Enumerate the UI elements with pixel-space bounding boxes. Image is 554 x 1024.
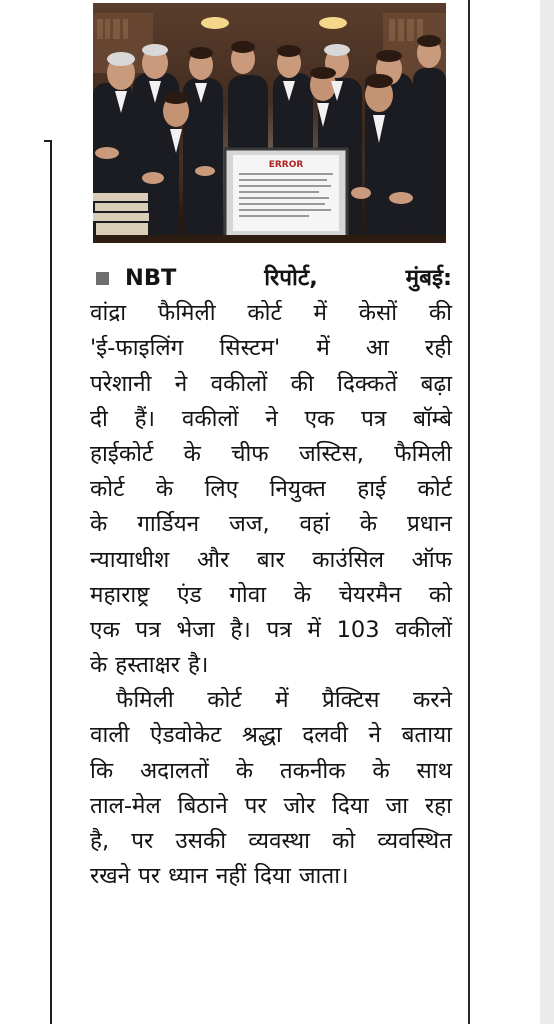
article-word: पत्र (135, 616, 161, 643)
article-word: और (196, 546, 230, 573)
article-word: श्रद्धा (242, 722, 282, 749)
article-word: दिया (254, 863, 291, 890)
article-word: हाई (357, 476, 387, 503)
article-word: कोर्ट (90, 476, 125, 503)
article-word: दी (90, 405, 108, 432)
article-word: साथ (416, 757, 452, 784)
article-word: फैमिली (394, 440, 452, 467)
article-word: व्यवस्थित (377, 828, 452, 854)
article-word: के (359, 511, 378, 538)
article-word: ऐडवोकेट (150, 722, 222, 749)
article-word: को (332, 828, 356, 854)
article-word: 'ई-फाइलिंग (90, 335, 184, 362)
article-word: हस्ताक्षर (115, 652, 180, 679)
margin-mark (50, 140, 52, 1024)
article-line (90, 296, 452, 331)
article-line (90, 367, 452, 402)
article-word: भेजा (176, 616, 215, 643)
article-word: तकनीक (279, 757, 346, 784)
article-line (90, 472, 452, 507)
article-word: पत्र (361, 405, 387, 432)
article-word: आ (365, 335, 389, 362)
article-word: प्रधान (407, 511, 452, 538)
article-word: केसों (358, 300, 398, 327)
article-word: नियुक्त (269, 476, 326, 503)
article-line (90, 859, 452, 894)
article-word: पर (244, 792, 267, 819)
article-word: कोर्ट (247, 300, 282, 327)
article-word: जज, (229, 511, 270, 538)
article-word: की (428, 300, 452, 327)
article-word: पत्र (266, 616, 292, 643)
article-word: बताया (401, 722, 452, 749)
article-word: वकीलों (395, 616, 452, 643)
article-word: गार्डियन (137, 511, 200, 538)
article-line (90, 718, 452, 753)
article-word: काउंसिल (312, 546, 384, 573)
article-word: में (307, 616, 321, 643)
article-word: परेशानी (90, 370, 152, 397)
article-word: वाली (90, 722, 130, 749)
article-dateline (90, 261, 452, 296)
article-word: एक (90, 616, 120, 643)
error-screen-label: ERROR (268, 160, 304, 170)
article-word: रहा (424, 792, 452, 819)
dateline-city: मुंबई: (405, 265, 452, 291)
article-word: के (372, 757, 390, 784)
article-body (90, 261, 452, 894)
article-word: ताल-मेल (90, 792, 161, 819)
article-word: चीफ (231, 440, 269, 467)
article-word: है, (90, 828, 110, 854)
article-word: के (90, 652, 108, 679)
article-word: है। (230, 616, 251, 643)
article-word: में (313, 300, 328, 327)
article-word: एंड (177, 581, 202, 608)
article-word: बॉम्बे (413, 405, 452, 432)
article-word: दिक्कतें (337, 370, 398, 397)
article-word: वहां (299, 511, 330, 538)
article-word: वकीलों (181, 405, 239, 432)
article-word: फैमिली (116, 687, 174, 714)
column-divider (468, 0, 470, 1024)
article-word: लिए (204, 476, 239, 503)
article-word: चेयरमैन (338, 581, 402, 608)
article-word: उसकी (175, 828, 227, 854)
article-word: अदालतों (139, 757, 209, 784)
article-word: की (290, 370, 314, 397)
article-word: वांद्रा (90, 300, 127, 327)
dateline-source: NBT (125, 265, 177, 291)
article-word: बढ़ा (420, 370, 452, 397)
article-word: में (275, 687, 289, 714)
article-word: ने (174, 370, 188, 397)
bullet-square-icon (96, 272, 109, 285)
article-line (90, 754, 452, 789)
article-line (90, 824, 452, 859)
article-line (90, 578, 452, 613)
article-word: रही (425, 335, 452, 362)
article-word: नहीं (215, 863, 247, 890)
article-word: 103 (336, 616, 380, 643)
article-line (90, 507, 452, 542)
article-line (90, 683, 452, 718)
article-word: न्यायाधीश (90, 546, 170, 573)
article-word: बिठाने (177, 792, 228, 819)
article-word: ने (265, 405, 278, 432)
article-line (90, 789, 452, 824)
article-word: जोर (283, 792, 316, 819)
article-word: कोर्ट (207, 687, 242, 714)
article-word: दिया (332, 792, 369, 819)
article-line (90, 648, 452, 683)
article-line (90, 613, 452, 648)
page-edge-strip (540, 0, 554, 1024)
article-line (90, 437, 452, 472)
article-word: कोर्ट (417, 476, 452, 503)
article-word: ऑफ (411, 546, 452, 573)
article-word: के (90, 511, 108, 538)
article-word: वकीलों (210, 370, 268, 397)
article-word: कि (90, 757, 114, 784)
article-word: के (235, 757, 253, 784)
article-line (90, 402, 452, 437)
article-word: दलवी (302, 722, 348, 749)
article-word: एक (304, 405, 335, 432)
article-word: महाराष्ट्र (90, 581, 150, 608)
article-word: के (183, 440, 201, 467)
article-word: ध्यान (168, 863, 208, 890)
article-word: में (316, 335, 330, 362)
article-word: ने (368, 722, 381, 749)
article-word: के (293, 581, 312, 608)
article-word: करने (412, 687, 452, 714)
article-word: गोवा (229, 581, 267, 608)
article-word: फैमिली (157, 300, 216, 327)
article-word: प्रैक्टिस (322, 687, 380, 714)
article-word: जस्टिस, (298, 440, 364, 467)
article-line (90, 331, 452, 366)
article-word: व्यवस्था (248, 828, 310, 854)
article-word: जाता। (298, 863, 349, 890)
article-line (90, 543, 452, 578)
article-word: रखने (90, 863, 131, 890)
article-word: जा (385, 792, 409, 819)
article-word: पर (138, 863, 161, 890)
article-word: पर (131, 828, 154, 854)
article-word: बार (256, 546, 285, 573)
article-word: के (155, 476, 174, 503)
article-word: सिस्टम' (219, 335, 281, 362)
article-word: हाईकोर्ट (90, 440, 154, 467)
article-photo (93, 3, 446, 243)
dateline-report: रिपोर्ट, (264, 265, 318, 291)
lawyers-with-error-screen-photo-icon (93, 3, 446, 243)
article-word: है। (187, 652, 209, 679)
article-word: को (428, 581, 452, 608)
article-word: हैं। (134, 405, 156, 432)
